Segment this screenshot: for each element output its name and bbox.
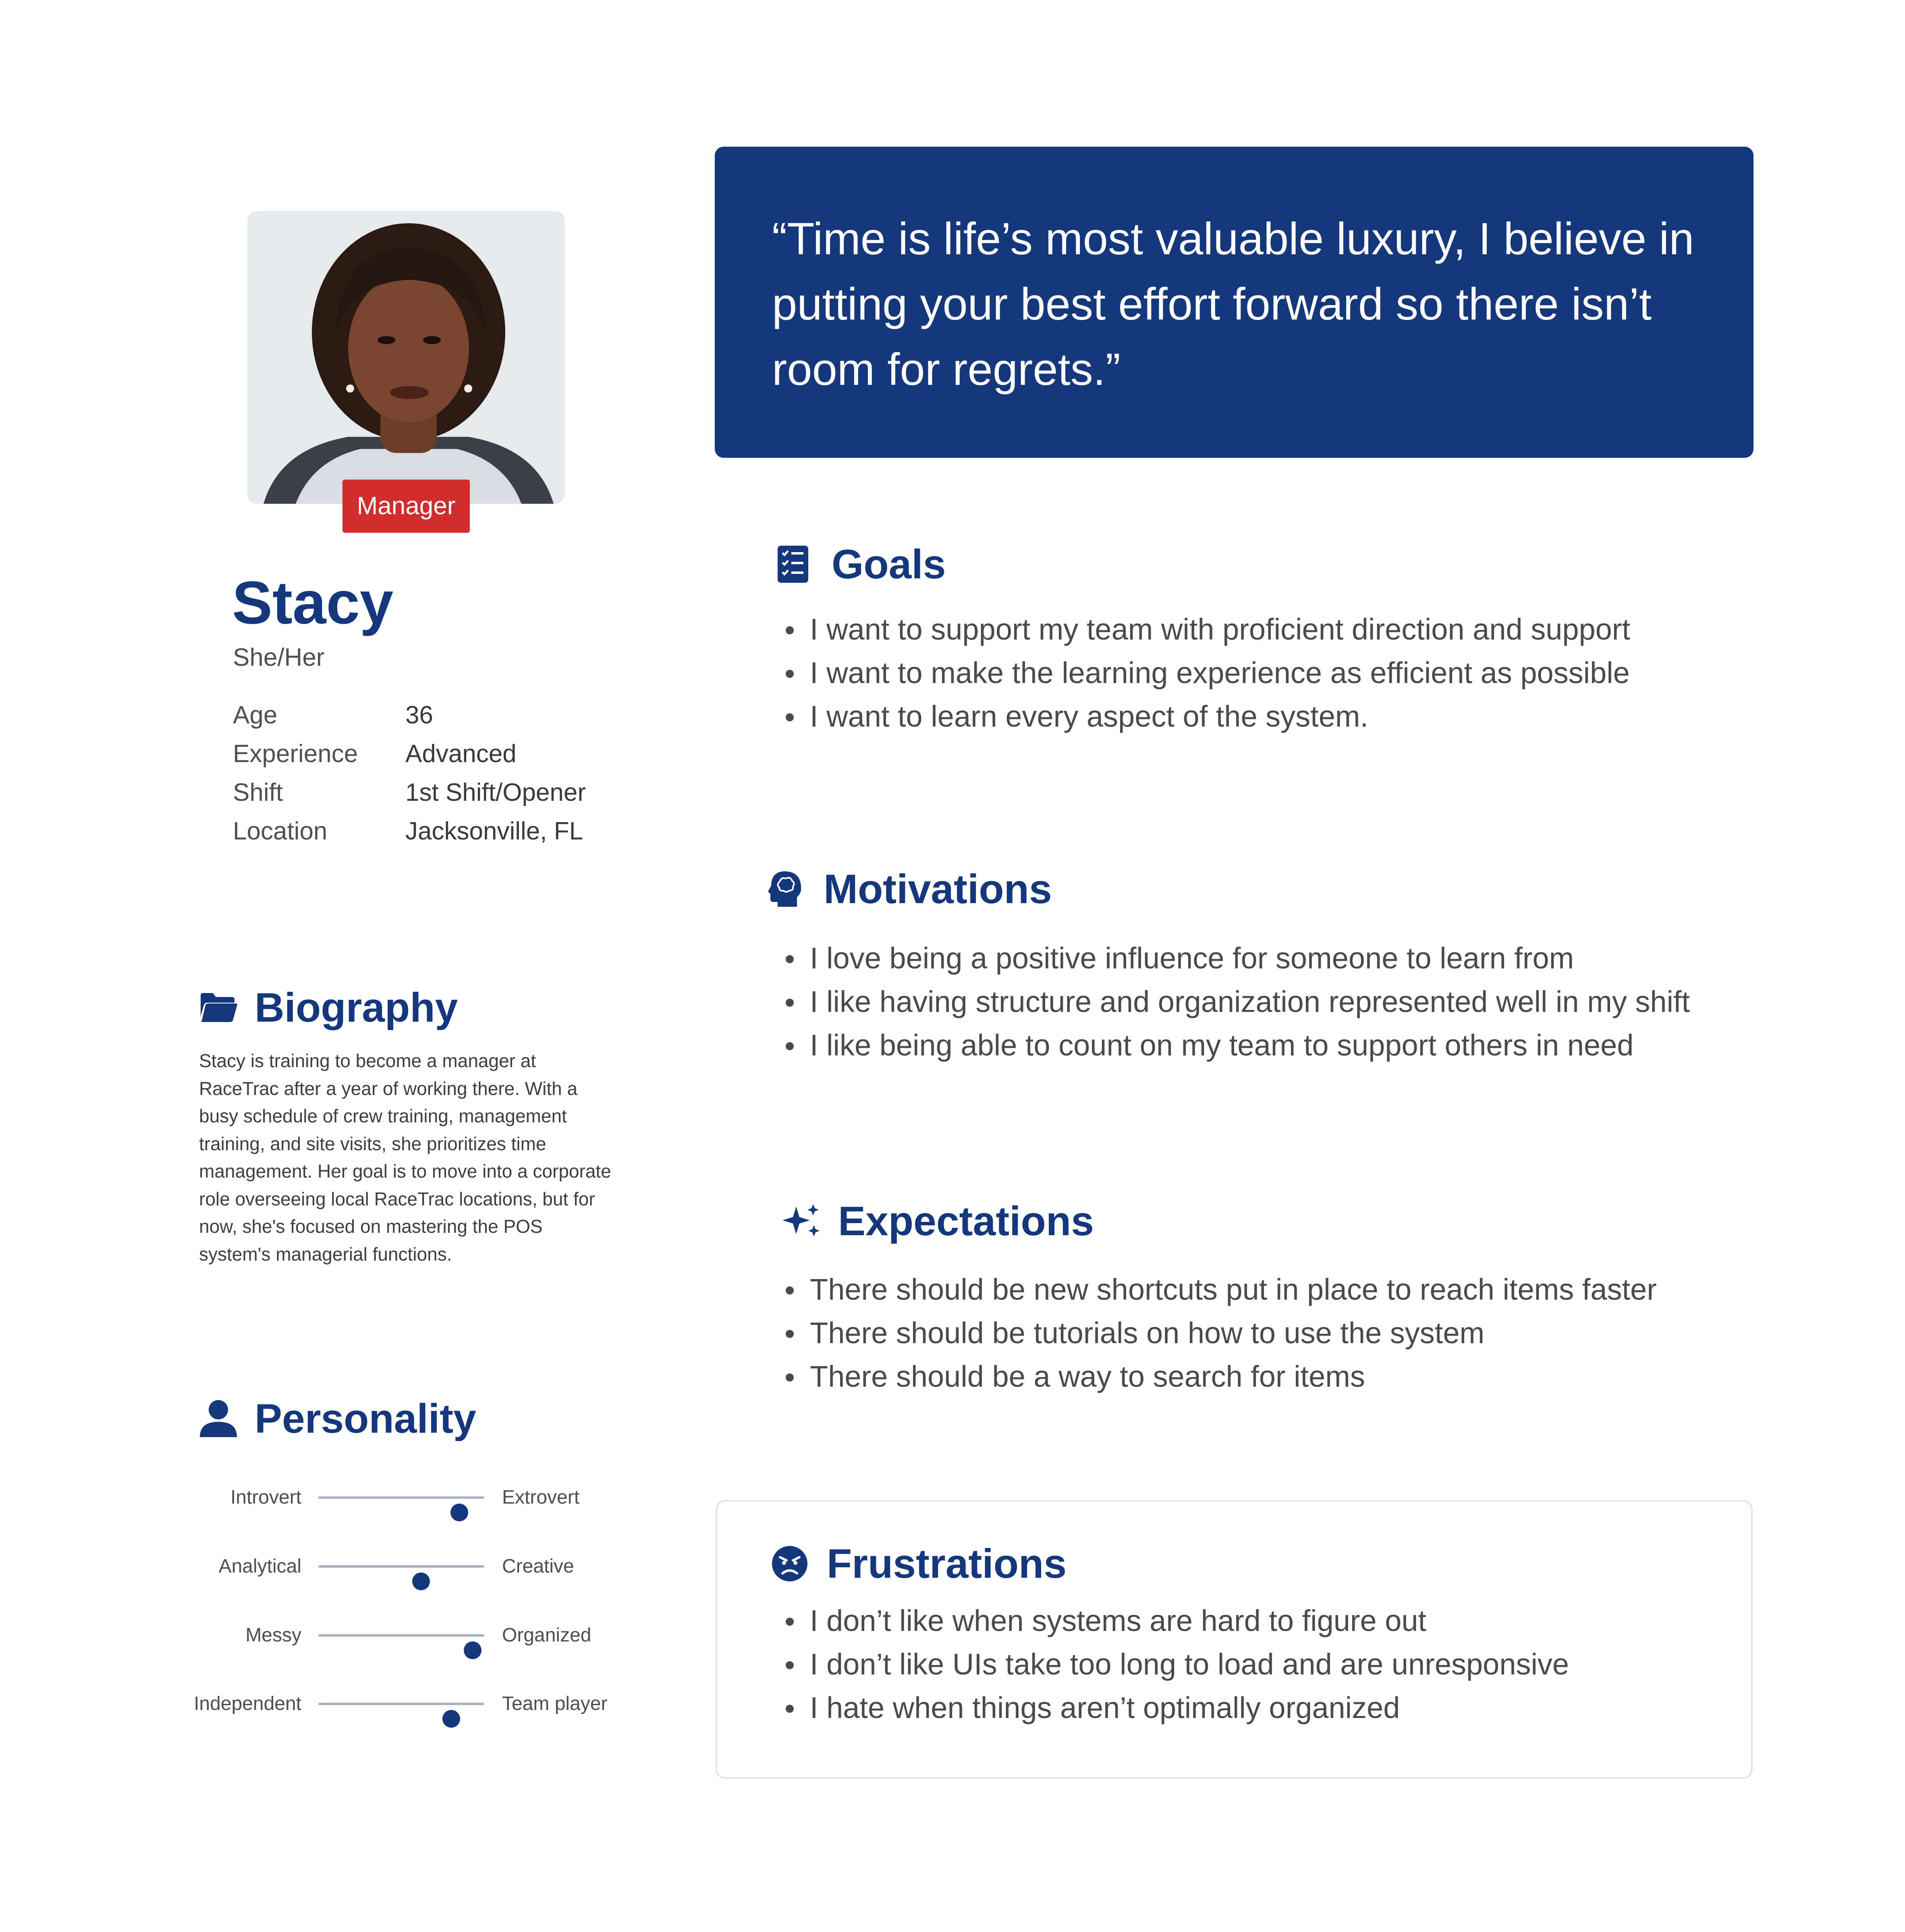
personality-title: Personality: [255, 1396, 476, 1442]
goals-heading: [778, 540, 946, 588]
persona-photo: [247, 211, 565, 504]
trait-left-label: Independent: [194, 1693, 301, 1714]
detail-value: 1st Shift/Opener: [405, 778, 586, 806]
frustration-item: I don’t like when systems are hard to figure out: [782, 1599, 1569, 1643]
biography-line: system's managerial functions.: [199, 1243, 452, 1265]
detail-label: Age: [233, 701, 278, 729]
sparkles-icon: [782, 1204, 822, 1238]
expectation-item: There should be new shortcuts put in place to reach items faster: [782, 1268, 1657, 1311]
goals-title: Goals: [832, 541, 946, 587]
biography-line: RaceTrac after a year of working there. With a: [199, 1078, 578, 1099]
biography-line: busy schedule of crew training, management: [199, 1105, 567, 1126]
frustration-item: I don’t like UIs take too long to load and are unresponsive: [782, 1643, 1569, 1686]
motivation-item: I love being a positive influence for someone to learn from: [782, 937, 1690, 980]
persona-details: [233, 696, 586, 850]
motivation-item: I like being able to count on my team to support others in need: [782, 1024, 1690, 1067]
goals-list: [782, 608, 1630, 738]
folder-icon: [199, 991, 238, 1024]
expectations-title: Expectations: [838, 1198, 1094, 1244]
persona-pronouns: She/Her: [233, 644, 325, 671]
goal-item: I want to make the learning experience as efficient as possible: [782, 651, 1630, 695]
quote-card: [715, 147, 1754, 458]
detail-row-shift: [233, 773, 586, 812]
trait-left-label: Introvert: [230, 1487, 301, 1508]
role-badge: Manager: [342, 480, 470, 533]
trait-slider-knob: [450, 1504, 468, 1521]
detail-label: Location: [233, 817, 328, 845]
biography-line: now, she's focused on mastering the POS: [199, 1216, 543, 1237]
expectation-item: There should be tutorials on how to use the system: [782, 1311, 1657, 1355]
personality-heading: [199, 1394, 476, 1443]
detail-label: Experience: [233, 740, 358, 768]
biography-heading: [199, 983, 458, 1032]
expectations-list: [782, 1268, 1657, 1398]
trait-slider-track: [318, 1634, 484, 1637]
trait-right-label: Organized: [502, 1625, 591, 1646]
goal-item: I want to support my team with proficient direction and support: [782, 608, 1630, 651]
persona-quote: “Time is life’s most valuable luxury, I believe in putting your best effort forward so there isn’t room for regrets.”: [772, 214, 1694, 395]
angry-face-icon: [771, 1545, 808, 1582]
goal-item: I want to learn every aspect of the system.: [782, 695, 1630, 738]
trait-slider-knob: [412, 1573, 430, 1590]
trait-left-label: Analytical: [218, 1556, 301, 1577]
trait-right-label: Creative: [502, 1556, 574, 1577]
trait-left-label: Messy: [245, 1625, 301, 1646]
expectation-item: There should be a way to search for items: [782, 1355, 1657, 1398]
biography-text: [199, 1047, 638, 1268]
person-icon: [199, 1399, 238, 1438]
detail-value: Jacksonville, FL: [405, 817, 583, 845]
biography-line: Stacy is training to become a manager at: [199, 1050, 536, 1071]
biography-line: management. Her goal is to move into a corporate: [199, 1161, 611, 1182]
frustration-item: I hate when things aren’t optimally organized: [782, 1686, 1569, 1730]
trait-slider-knob: [442, 1710, 460, 1728]
detail-row-experience: [233, 734, 586, 773]
frustrations-heading: [771, 1539, 1067, 1588]
detail-row-location: [233, 812, 586, 850]
trait-slider-knob: [464, 1641, 481, 1659]
motivation-item: I like having structure and organization represented well in my shift: [782, 980, 1690, 1024]
checklist-icon: [778, 546, 808, 583]
biography-title: Biography: [255, 985, 458, 1030]
motivations-heading: [768, 865, 1052, 913]
motivations-title: Motivations: [824, 866, 1052, 912]
biography-line: role overseeing local RaceTrac locations, but for: [199, 1188, 595, 1209]
frustrations-title: Frustrations: [827, 1541, 1067, 1587]
persona-name: Stacy: [232, 569, 394, 636]
trait-slider-track: [318, 1565, 484, 1568]
trait-slider-track: [318, 1496, 484, 1499]
motivations-list: [782, 937, 1690, 1067]
biography-line: training, and site visits, she prioritizes time: [199, 1133, 546, 1154]
detail-row-age: [233, 696, 586, 734]
detail-label: Shift: [233, 778, 283, 806]
trait-right-label: Extrovert: [502, 1487, 580, 1508]
brain-head-icon: [768, 870, 803, 908]
persona-portrait-image: [247, 211, 565, 504]
expectations-heading: [782, 1197, 1094, 1245]
frustrations-list: [782, 1599, 1569, 1730]
trait-slider-track: [318, 1703, 484, 1705]
trait-right-label: Team player: [502, 1693, 608, 1714]
detail-value: Advanced: [405, 740, 517, 768]
detail-value: 36: [405, 701, 433, 729]
